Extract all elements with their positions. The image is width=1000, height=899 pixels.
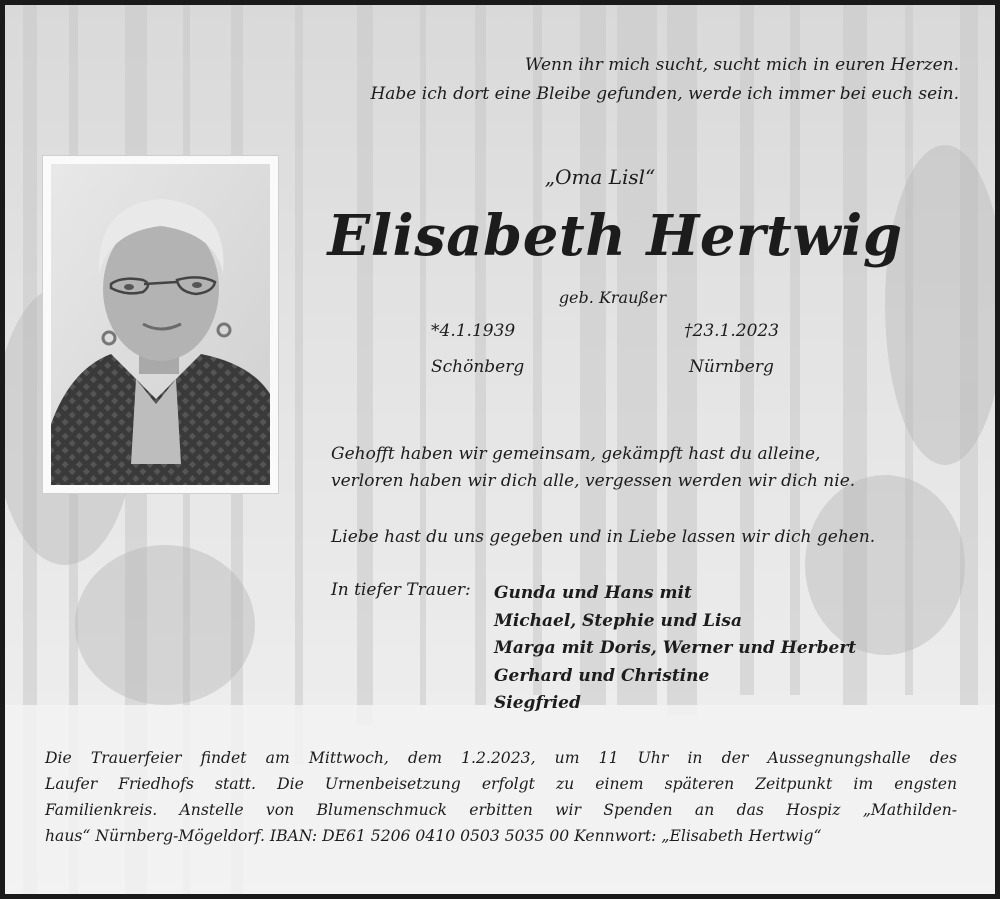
death-place: Nürnberg [689, 357, 774, 377]
mourner-name: Michael, Stephie und Lisa [494, 610, 743, 631]
service-line: Laufer Friedhofs statt. Die Urnenbeisetzung erfolgt zu einem späteren Zeitpunkt im engsten [45, 775, 957, 793]
nickname: „Oma Lisl“ [544, 165, 656, 189]
verse-line-1: Gehofft haben wir gemeinsam, gekämpft hast du alleine, [331, 444, 821, 464]
verse-line-3: Liebe hast du uns gegeben und in Liebe lassen wir dich gehen. [331, 527, 876, 547]
birth-place: Schönberg [431, 357, 525, 377]
mourner-name: Siegfried [494, 693, 581, 713]
birth-name: geb. Kraußer [558, 288, 667, 307]
service-line: Familienkreis. Anstelle von Blumenschmuck erbitten wir Spenden an das Hospiz „Mathilden- [45, 801, 957, 819]
mourning-label: In tiefer Trauer: [331, 580, 471, 600]
death-date: †23.1.2023 [684, 321, 780, 341]
mourner-name: Gunda und Hans mit [494, 583, 692, 603]
birth-date: *4.1.1939 [431, 321, 516, 341]
service-line: Die Trauerfeier findet am Mittwoch, dem 1.2.2023, um 11 Uhr in der Aussegnungshalle des [45, 749, 957, 767]
mourner-name: Marga mit Doris, Werner und Herbert [494, 638, 857, 658]
mourner-list [494, 580, 856, 718]
service-announcement [45, 745, 957, 849]
motto-line-2: Habe ich dort eine Bleibe gefunden, werde ich immer bei euch sein. [370, 84, 959, 104]
mourner-name: Gerhard und Christine [494, 665, 710, 686]
service-line: haus“ Nürnberg-Mögeldorf. IBAN: DE61 5206 0410 0503 5035 00 Kennwort: „Elisabeth Hertwig“ [45, 827, 822, 845]
motto-line-1: Wenn ihr mich sucht, sucht mich in euren Herzen. [524, 55, 959, 75]
deceased-name: Elisabeth Hertwig [327, 203, 903, 269]
verse-line-2: verloren haben wir dich alle, vergessen werden wir dich nie. [331, 471, 856, 491]
